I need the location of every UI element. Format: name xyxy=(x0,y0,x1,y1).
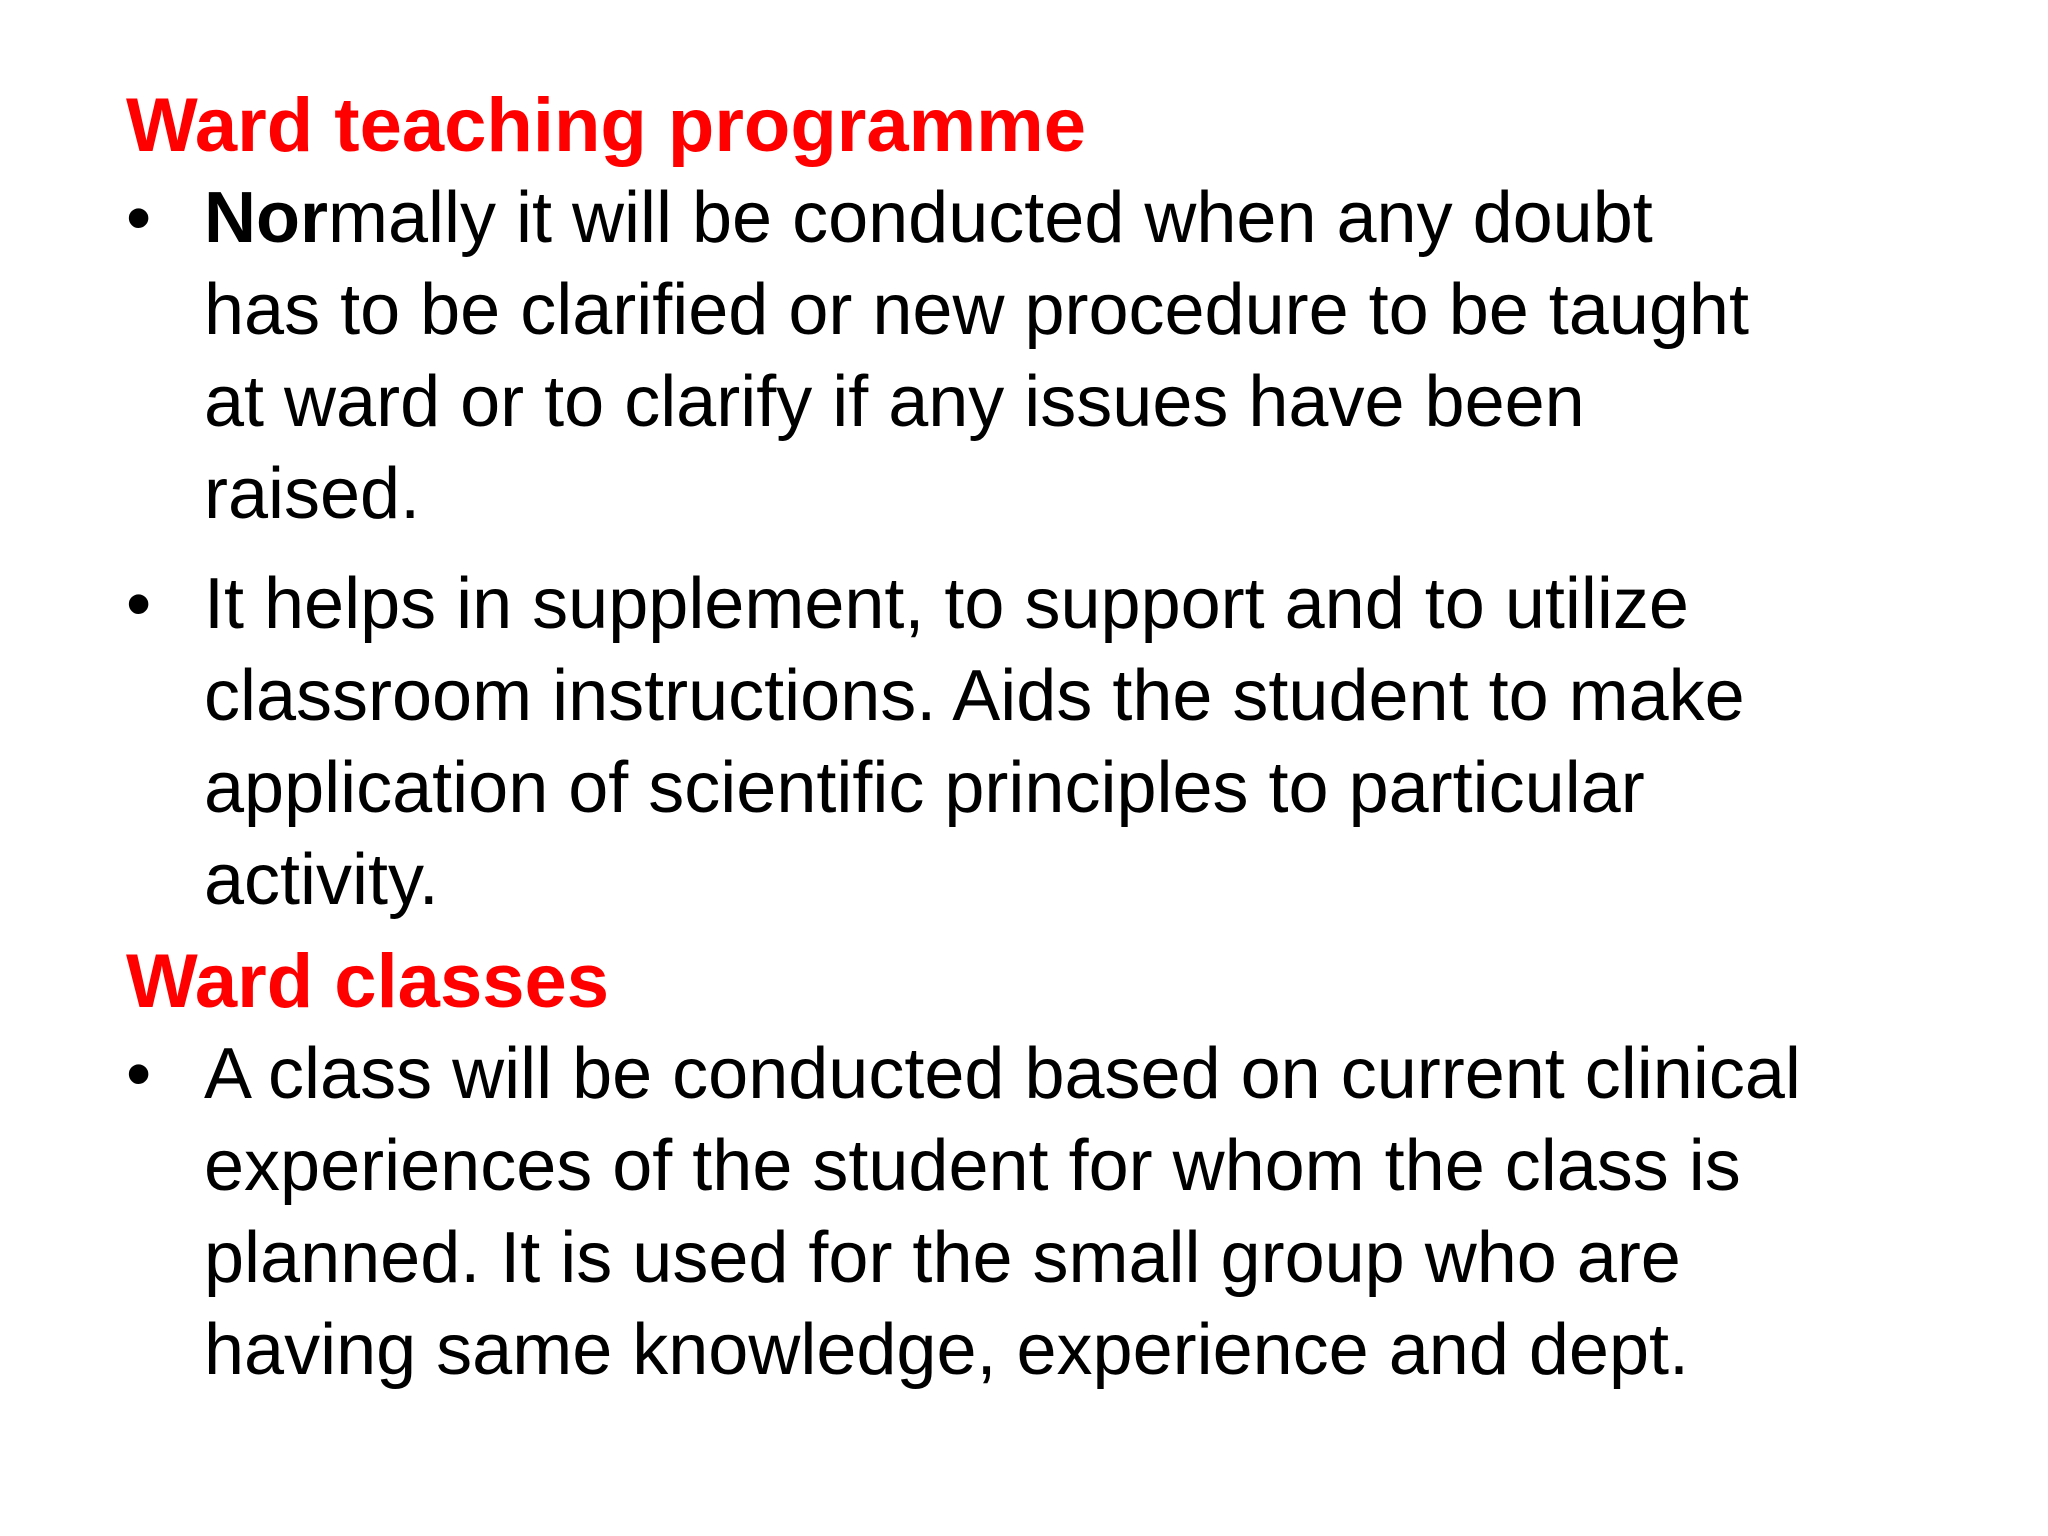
bullet-icon: • xyxy=(126,564,152,644)
bullet-list-ward-teaching xyxy=(126,172,1986,926)
bullet-line: classroom instructions. Aids the student to make xyxy=(204,656,1745,736)
bullet-line: has to be clarified or new procedure to be taught xyxy=(204,270,1749,350)
bullet-text xyxy=(204,1028,1986,1396)
bullet-line: activity. xyxy=(204,840,439,920)
bullet-item xyxy=(126,1028,1986,1396)
bold-lead-text: Nor xyxy=(204,178,328,258)
bullet-icon: • xyxy=(126,1034,152,1114)
bullet-line: having same knowledge, experience and dept. xyxy=(204,1310,1689,1390)
slide-content xyxy=(126,80,1986,1396)
heading-ward-teaching-programme: Ward teaching programme xyxy=(126,83,1087,168)
line-text: mally it will be conducted when any doubt xyxy=(328,178,1653,258)
bullet-line: at ward or to clarify if any issues have been xyxy=(204,362,1585,442)
bullet-line: planned. It is used for the small group who are xyxy=(204,1218,1681,1298)
bullet-line: It helps in supplement, to support and to utilize xyxy=(204,564,1689,644)
bullet-item xyxy=(126,558,1986,926)
bullet-line xyxy=(204,172,1986,264)
bullet-item xyxy=(126,172,1986,540)
bullet-text xyxy=(204,172,1986,540)
bullet-line: raised. xyxy=(204,454,421,534)
bullet-text xyxy=(204,558,1986,926)
bullet-line: experiences of the student for whom the class is xyxy=(204,1126,1741,1206)
bullet-icon: • xyxy=(126,178,152,258)
heading-ward-classes: Ward classes xyxy=(126,939,610,1024)
bullet-line: A class will be conducted based on current clinical xyxy=(204,1034,1801,1114)
bullet-list-ward-classes xyxy=(126,1028,1986,1396)
bullet-line: application of scientific principles to particular xyxy=(204,748,1645,828)
